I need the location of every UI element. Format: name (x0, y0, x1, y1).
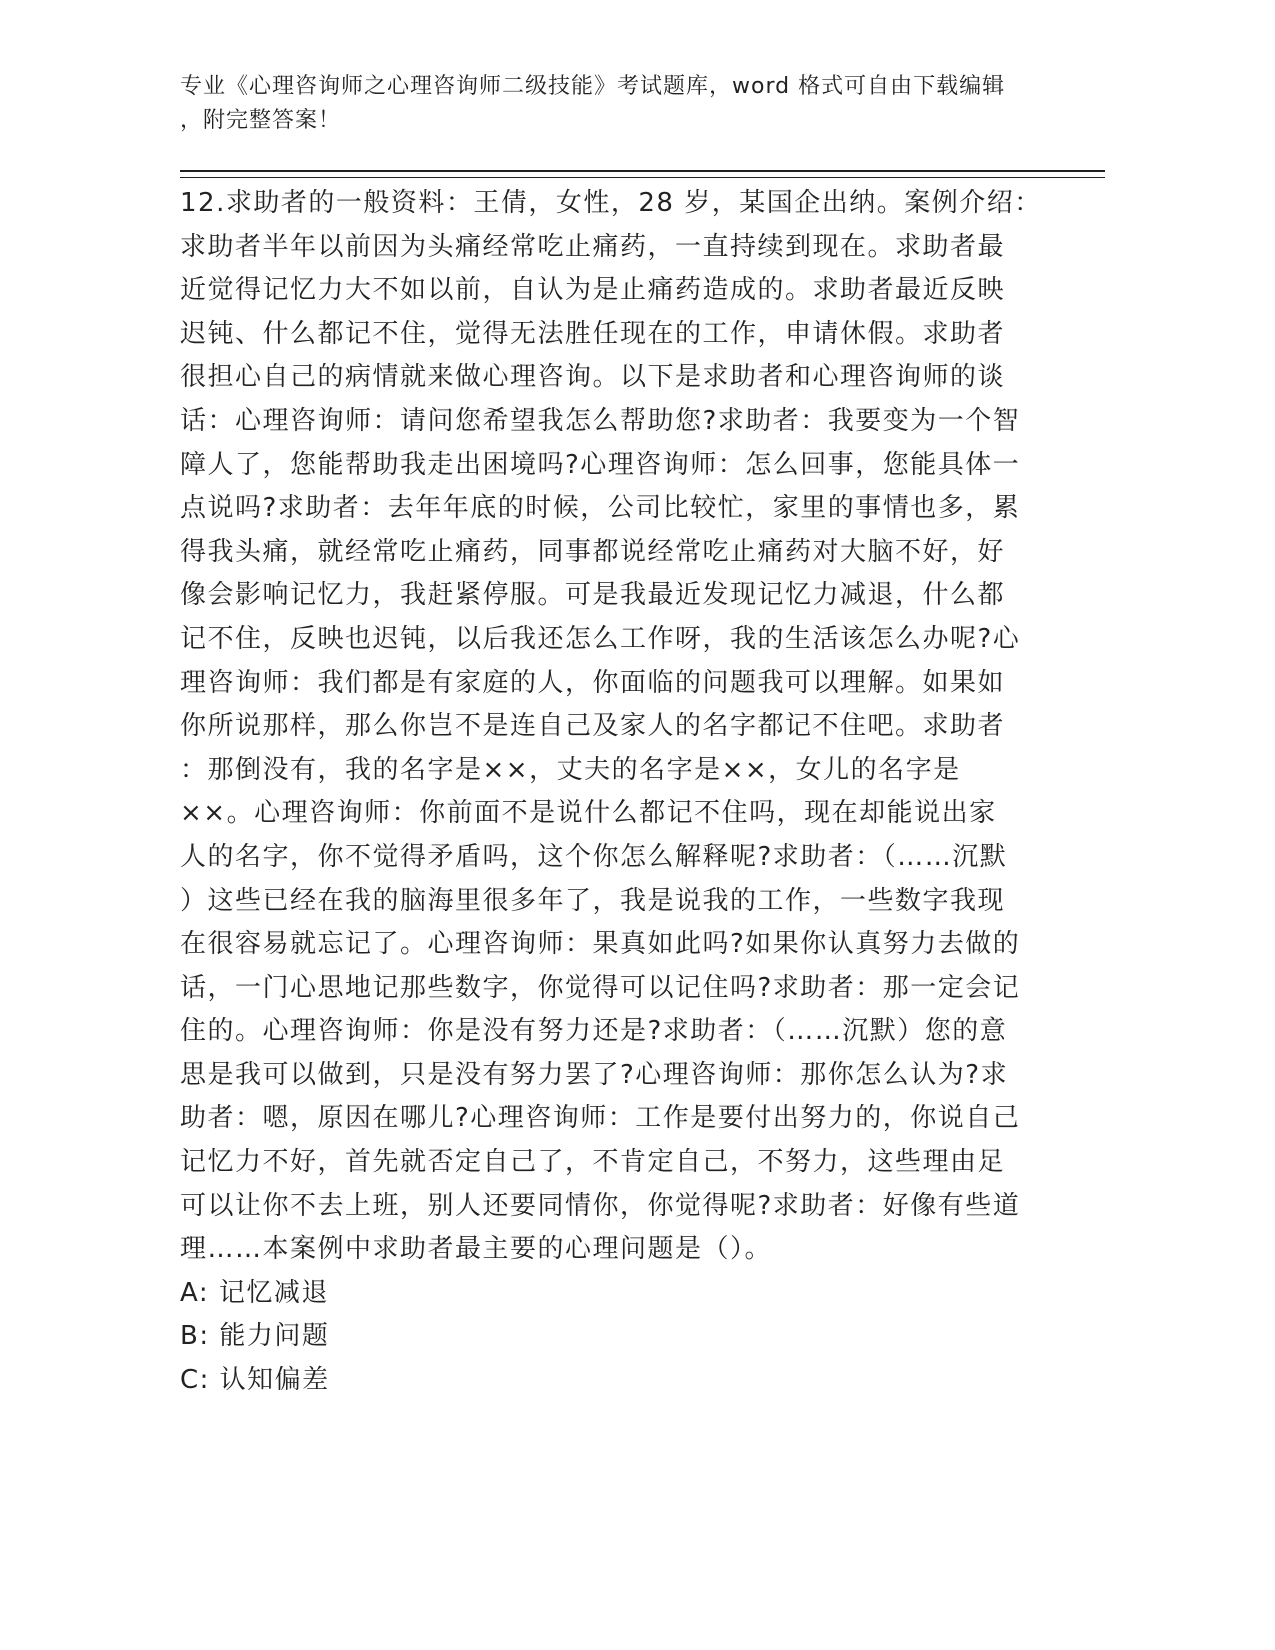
question-stem-line: 迟钝、什么都记不住，觉得无法胜任现在的工作，申请休假。求助者 (180, 318, 1006, 349)
question-stem-line: 话，一门心思地记那些数字，你觉得可以记住吗?求助者：那一定会记 (180, 972, 1021, 1003)
question-stem-line: 很担心自己的病情就来做心理咨询。以下是求助者和心理咨询师的谈 (180, 362, 1006, 393)
question-stem-line: 住的。心理咨询师：你是没有努力还是?求助者：（……沉默）您的意 (180, 1016, 1008, 1047)
question-stem-line: 记忆力不好，首先就否定自己了，不肯定自己，不努力，这些理由足 (180, 1147, 1006, 1178)
question-stem-line: 理咨询师：我们都是有家庭的人，你面临的问题我可以理解。如果如 (180, 667, 1006, 698)
question-stem-line: 在很容易就忘记了。心理咨询师：果真如此吗?如果你认真努力去做的 (180, 929, 1021, 960)
question-stem-line: 话：心理咨询师：请问您希望我怎么帮助您?求助者：我要变为一个智 (180, 405, 1021, 436)
question-stem-line: ：那倒没有，我的名字是××，丈夫的名字是××，女儿的名字是 (180, 754, 961, 785)
header-line-2: ，附完整答案！ (180, 108, 342, 133)
header-divider-thin (180, 177, 1105, 178)
question-stem-line: 理……本案例中求助者最主要的心理问题是（）。 (180, 1234, 773, 1265)
question-stem-line: 像会影响记忆力，我赶紧停服。可是我最近发现记忆力减退，什么都 (180, 580, 1006, 611)
header-line-1: 专业《心理咨询师之心理咨询师二级技能》考试题库，word 格式可自由下载编辑 (180, 74, 1006, 99)
option-b: B: 能力问题 (180, 1321, 330, 1352)
header-divider-thick (180, 170, 1105, 172)
question-block (180, 182, 1040, 1403)
question-stem-line: 得我头痛，就经常吃止痛药，同事都说经常吃止痛药对大脑不好，好 (180, 536, 1006, 567)
option-c: C: 认知偏差 (180, 1365, 330, 1396)
document-header (180, 70, 1060, 138)
question-stem-line: 人的名字，你不觉得矛盾吗，这个你怎么解释呢?求助者：（……沉默 (180, 841, 1008, 872)
question-stem-line: 求助者半年以前因为头痛经常吃止痛药，一直持续到现在。求助者最 (180, 231, 1006, 262)
option-a: A: 记忆减退 (180, 1277, 329, 1308)
question-stem-line: 点说吗?求助者：去年年底的时候，公司比较忙，家里的事情也多，累 (180, 493, 1021, 524)
question-stem-line: 思是我可以做到，只是没有努力罢了?心理咨询师：那你怎么认为?求 (180, 1059, 1009, 1090)
question-stem-line: 你所说那样，那么你岂不是连自己及家人的名字都记不住吧。求助者 (180, 711, 1006, 742)
question-stem-line: ）这些已经在我的脑海里很多年了，我是说我的工作，一些数字我现 (180, 885, 1006, 916)
question-stem-line: 障人了，您能帮助我走出困境吗?心理咨询师：怎么回事，您能具体一 (180, 449, 1021, 480)
question-stem-line: 可以让你不去上班，别人还要同情你，你觉得呢?求助者：好像有些道 (180, 1190, 1021, 1221)
question-stem-line: 12.求助者的一般资料：王倩，女性，28 岁，某国企出纳。案例介绍： (180, 188, 1042, 218)
question-stem-line: 近觉得记忆力大不如以前，自认为是止痛药造成的。求助者最近反映 (180, 275, 1006, 306)
question-stem-line: 记不住，反映也迟钝，以后我还怎么工作呀，我的生活该怎么办呢?心 (180, 623, 1021, 654)
question-stem-line: ××。心理咨询师：你前面不是说什么都记不住吗，现在却能说出家 (180, 798, 997, 829)
question-stem-line: 助者：嗯，原因在哪儿?心理咨询师：工作是要付出努力的，你说自己 (180, 1103, 1021, 1134)
